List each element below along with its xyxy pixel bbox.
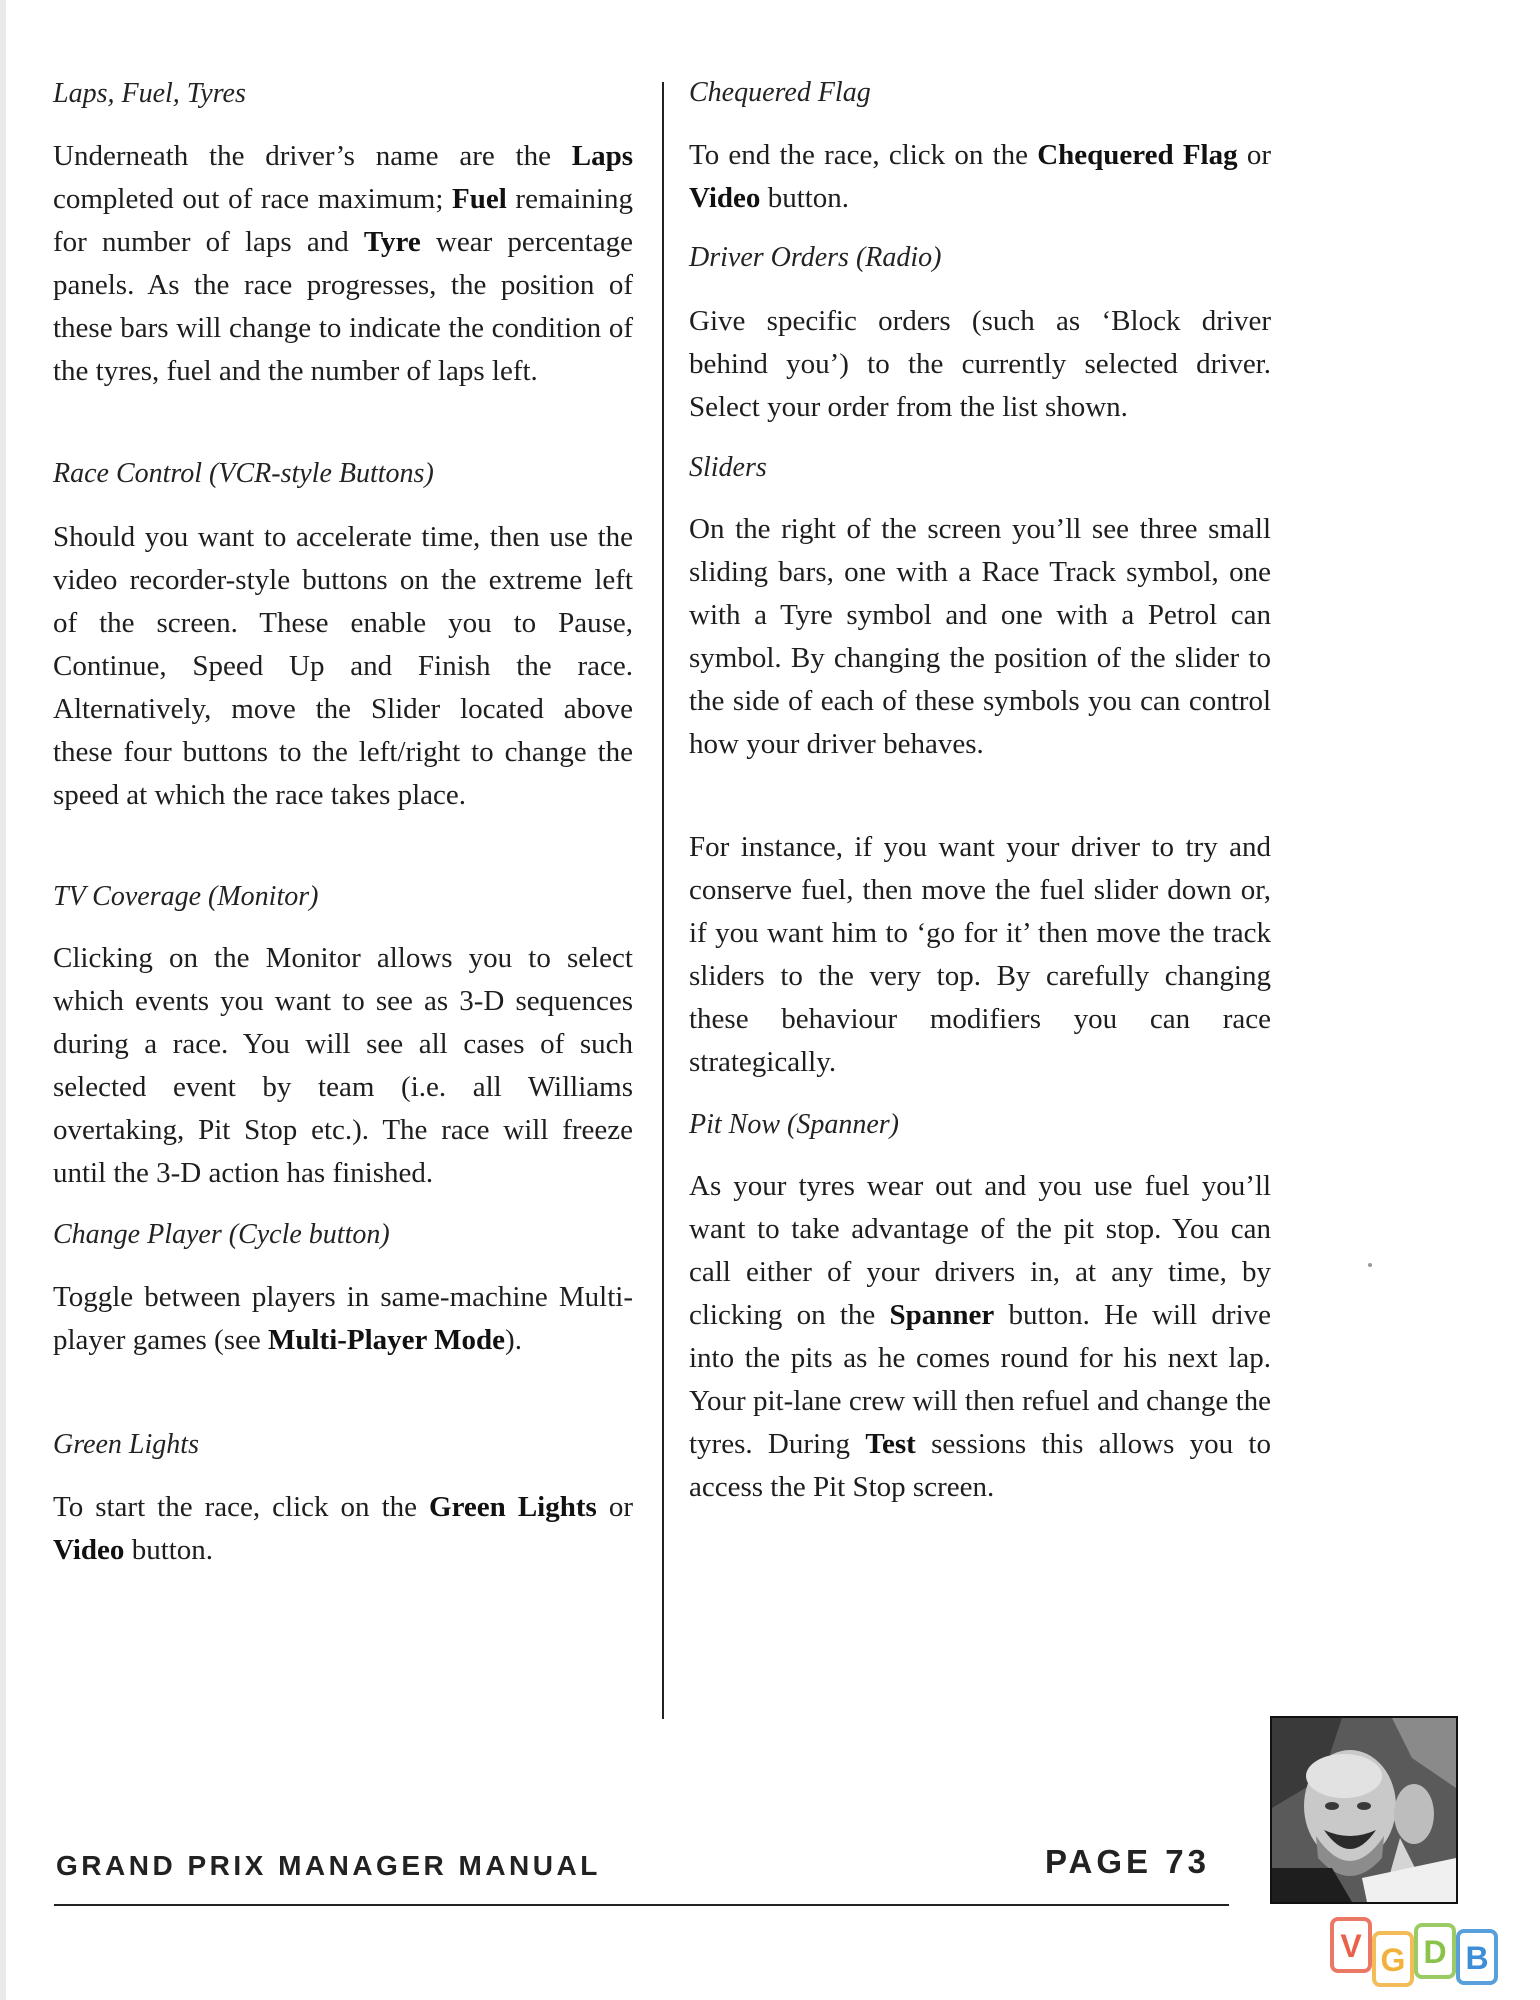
heading-sliders: Sliders: [689, 452, 767, 483]
column-divider: [662, 82, 664, 1719]
man-photo-illustration: [1272, 1718, 1456, 1902]
vgdb-tile-b: [1458, 1931, 1496, 1983]
svg-text:V: V: [1340, 1928, 1362, 1964]
paragraph-pit-now: As your tyres wear out and you use fuel you’ll want to take advantage of the pit stop. You can call either of your drivers in, at any time, by clicking on the Spanner button. He will drive into the pits as he comes round for his next lap. Your pit-lane crew will then refuel and change the tyres. During Test sessions this allows you to access the Pit Stop screen.: [689, 1170, 1272, 1503]
bold-term: Spanner: [889, 1299, 995, 1331]
heading-laps-fuel-tyres: Laps, Fuel, Tyres: [53, 78, 246, 109]
vgdb-tile-d: [1416, 1925, 1454, 1977]
bold-term: Fuel: [452, 183, 507, 215]
paragraph-driver-orders: Give specific orders (such as ‘Block driver behind you’) to the currently selected driver. Select your order from the list shown.: [689, 305, 1271, 423]
paragraph-tv-coverage: Clicking on the Monitor allows you to select which events you want to see as 3-D sequences during a race. You will see all cases of such selected event by team (i.e. all Williams overtaking, Pit Stop etc.). The race will freeze until the 3-D action has finished.: [53, 942, 633, 1189]
paragraph-sliders-2: For instance, if you want your driver to try and conserve fuel, then move the fuel slider down or, if you want him to ‘go for it’ then move the track sliders to the very top. By carefully changing these behaviour modifiers you can race strategically.: [689, 831, 1271, 1078]
paragraph-change-player: Toggle between players in same-machine Multi-player games (see Multi-Player Mode).: [53, 1281, 633, 1356]
paragraph-race-control: Should you want to accelerate time, then use the video recorder-style buttons on the extreme left of the screen. These enable you to Pause, Continue, Speed Up and Finish the race. Alternatively, move the Slider located above these four buttons to the left/right to change the speed at which the race takes place.: [53, 521, 633, 811]
scan-speck: [1368, 1263, 1372, 1267]
heading-chequered-flag: Chequered Flag: [689, 77, 871, 108]
vgdb-logo-icon: [1330, 1915, 1500, 1991]
heading-driver-orders: Driver Orders (Radio): [689, 242, 942, 273]
heading-tv-coverage: TV Coverage (Monitor): [53, 881, 319, 912]
bold-term: Test: [865, 1428, 916, 1460]
svg-text:D: D: [1423, 1934, 1447, 1970]
bold-term: Chequered Flag: [1037, 139, 1238, 171]
heading-green-lights: Green Lights: [53, 1429, 199, 1460]
heading-race-control: Race Control (VCR-style Buttons): [53, 458, 434, 489]
page-edge: [0, 0, 6, 2000]
heading-change-player: Change Player (Cycle button): [53, 1219, 390, 1250]
vgdb-tile-v: [1332, 1919, 1370, 1971]
svg-text:G: G: [1380, 1942, 1406, 1978]
paragraph-chequered-flag: To end the race, click on the Chequered Flag or Video button.: [689, 139, 1271, 214]
page-number: PAGE 73: [1045, 1843, 1210, 1880]
bold-term: Green Lights: [429, 1491, 597, 1523]
vgdb-watermark: [1330, 1915, 1500, 1991]
manual-title: GRAND PRIX MANAGER MANUAL: [56, 1850, 601, 1881]
bold-term: Tyre: [363, 226, 421, 258]
paragraph-green-lights: To start the race, click on the Green Lights or Video button.: [53, 1491, 633, 1566]
man-photo: [1270, 1716, 1458, 1904]
paragraph-sliders-1: On the right of the screen you’ll see three small sliding bars, one with a Race Track symbol, one with a Tyre symbol and one with a Petrol can symbol. By changing the position of the slider to the side of each of these symbols you can control how your driver behaves.: [689, 513, 1271, 760]
bold-term: Video: [689, 182, 761, 214]
vgdb-tile-g: [1374, 1933, 1412, 1985]
paragraph-laps-fuel-tyres: Underneath the driver’s name are the Laps completed out of race maximum; Fuel remaining for number of laps and Tyre wear percentage panels. As the race progresses, the position of these bars will change to indicate the condition of the tyres, fuel and the number of laps left.: [53, 140, 633, 387]
footer-rule: [54, 1904, 1229, 1906]
bold-term: Video: [53, 1534, 125, 1566]
svg-text:B: B: [1465, 1940, 1489, 1976]
heading-pit-now: Pit Now (Spanner): [689, 1109, 899, 1140]
bold-term: Laps: [571, 140, 633, 172]
bold-term: Multi-Player Mode: [267, 1324, 506, 1356]
